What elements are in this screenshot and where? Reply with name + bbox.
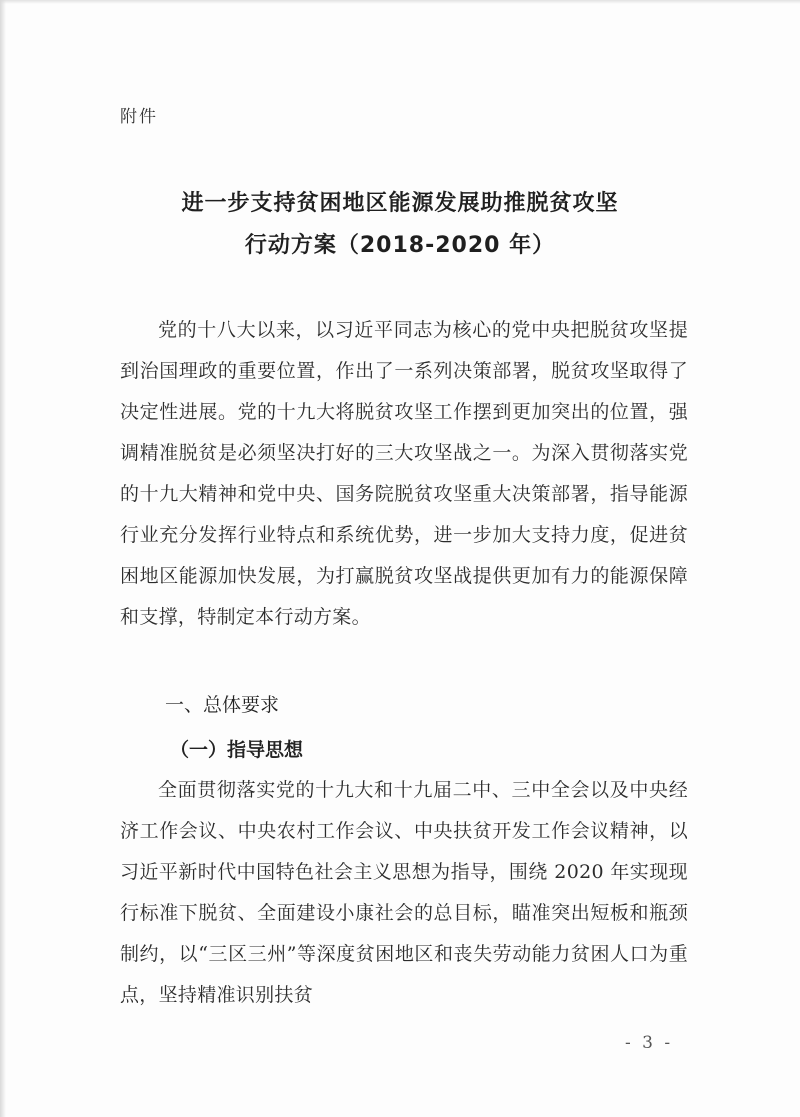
- page-number: - 3 -: [625, 1033, 674, 1053]
- scan-top-shadow: [0, 0, 800, 4]
- section-heading-overall-requirements: 一、总体要求: [165, 694, 280, 716]
- guiding-paragraph: 全面贯彻落实党的十九大和十九届二中、三中全会以及中央经济工作会议、中央农村工作会议、中央扶贫开发工作会议精神，以习近平新时代中国特色社会主义思想为指导，围绕 2020 年实现现行标准下脱贫、全面建设小康社会的总目标，瞄准突出短板和瓶颈制约，以“三区三州”等深度贫困地区和丧失劳动能力贫困人口为重点，坚持精准识别扶贫: [120, 779, 688, 1006]
- document-title-line-1: 进一步支持贫困地区能源发展助推脱贫攻坚: [181, 191, 619, 216]
- document-title-line-2: 行动方案（2018-2020 年）: [244, 233, 556, 258]
- scan-edge-shadow: [0, 0, 6, 1117]
- intro-section: [120, 310, 688, 638]
- attachment-label: 附件: [120, 107, 158, 127]
- guiding-section: [120, 770, 688, 1016]
- intro-paragraph: 党的十八大以来，以习近平同志为核心的党中央把脱贫攻坚提到治国理政的重要位置，作出了一系列决策部署，脱贫攻坚取得了决定性进展。党的十九大将脱贫攻坚工作摆到更加突出的位置，强调精准脱贫是必须坚决打好的三大攻坚战之一。为深入贯彻落实党的十九大精神和党中央、国务院脱贫攻坚重大决策部署，指导能源行业充分发挥行业特点和系统优势，进一步加大支持力度，促进贫困地区能源加快发展，为打赢脱贫攻坚战提供更加有力的能源保障和支撑，特制定本行动方案。: [120, 319, 688, 628]
- subsection-heading-guiding-ideology: （一）指导思想: [170, 739, 304, 761]
